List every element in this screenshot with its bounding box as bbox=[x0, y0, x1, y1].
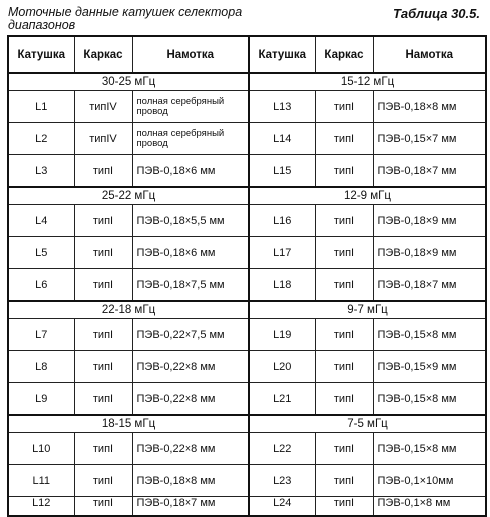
coil-cell: L24 bbox=[249, 497, 315, 517]
table-row bbox=[8, 383, 486, 416]
frame-cell: типI bbox=[74, 351, 132, 383]
range-label-right: 12-9 мГц bbox=[249, 187, 486, 205]
winding-cell: ПЭВ-0,18×8 мм bbox=[132, 465, 249, 497]
winding-cell: ПЭВ-0,22×8 мм bbox=[132, 351, 249, 383]
frame-cell: типI bbox=[74, 319, 132, 351]
section-row bbox=[8, 73, 486, 91]
section-row bbox=[8, 187, 486, 205]
range-label-right: 9-7 мГц bbox=[249, 301, 486, 319]
coil-data-table bbox=[7, 35, 487, 517]
table-row bbox=[8, 155, 486, 188]
winding-cell: ПЭВ-0,18×8 мм bbox=[373, 91, 486, 123]
frame-cell: типI bbox=[315, 497, 373, 517]
winding-cell: ПЭВ-0,18×6 мм bbox=[132, 237, 249, 269]
frame-cell: типI bbox=[74, 237, 132, 269]
winding-cell: ПЭВ-0,18×9 мм bbox=[373, 237, 486, 269]
frame-cell: типI bbox=[315, 123, 373, 155]
coil-cell: L1 bbox=[8, 91, 74, 123]
frame-cell: типI bbox=[315, 269, 373, 302]
table-row bbox=[8, 319, 486, 351]
winding-cell: ПЭВ-0,18×7 мм bbox=[132, 497, 249, 517]
frame-cell: типI bbox=[315, 91, 373, 123]
frame-cell: типI bbox=[74, 205, 132, 237]
winding-cell: ПЭВ-0,15×9 мм bbox=[373, 351, 486, 383]
column-header: Намотка bbox=[373, 36, 486, 73]
table-row bbox=[8, 205, 486, 237]
winding-cell: ПЭВ-0,18×5,5 мм bbox=[132, 205, 249, 237]
range-label-right: 7-5 мГц bbox=[249, 415, 486, 433]
winding-cell: ПЭВ-0,18×7,5 мм bbox=[132, 269, 249, 302]
coil-cell: L18 bbox=[249, 269, 315, 302]
coil-cell: L5 bbox=[8, 237, 74, 269]
winding-cell: ПЭВ-0,15×8 мм bbox=[373, 319, 486, 351]
column-header: Катушка bbox=[249, 36, 315, 73]
range-label-left: 25-22 мГц bbox=[8, 187, 249, 205]
table-row bbox=[8, 433, 486, 465]
table-row bbox=[8, 237, 486, 269]
coil-cell: L12 bbox=[8, 497, 74, 517]
coil-cell: L15 bbox=[249, 155, 315, 188]
column-header: Катушка bbox=[8, 36, 74, 73]
section-row bbox=[8, 301, 486, 319]
coil-cell: L13 bbox=[249, 91, 315, 123]
frame-cell: типI bbox=[74, 269, 132, 302]
range-label-right: 15-12 мГц bbox=[249, 73, 486, 91]
winding-cell: ПЭВ-0,1×10мм bbox=[373, 465, 486, 497]
table-caption: Моточные данные катушек селектора диапазонов bbox=[8, 5, 243, 32]
winding-cell: ПЭВ-0,15×8 мм bbox=[373, 433, 486, 465]
table-row bbox=[8, 465, 486, 497]
coil-cell: L19 bbox=[249, 319, 315, 351]
table-header-row bbox=[8, 36, 486, 73]
table-row bbox=[8, 269, 486, 302]
coil-cell: L3 bbox=[8, 155, 74, 188]
frame-cell: типI bbox=[315, 205, 373, 237]
frame-cell: типI bbox=[74, 465, 132, 497]
frame-cell: типI bbox=[315, 237, 373, 269]
frame-cell: типI bbox=[74, 433, 132, 465]
column-header: Каркас bbox=[315, 36, 373, 73]
frame-cell: типI bbox=[74, 155, 132, 188]
table-number: Таблица 30.5. bbox=[392, 6, 480, 21]
frame-cell: типI bbox=[315, 351, 373, 383]
column-header: Каркас bbox=[74, 36, 132, 73]
coil-cell: L4 bbox=[8, 205, 74, 237]
range-label-left: 22-18 мГц bbox=[8, 301, 249, 319]
section-row bbox=[8, 415, 486, 433]
frame-cell: типI bbox=[74, 383, 132, 416]
coil-cell: L17 bbox=[249, 237, 315, 269]
winding-cell: ПЭВ-0,22×8 мм bbox=[132, 433, 249, 465]
frame-cell: типIV bbox=[74, 123, 132, 155]
coil-cell: L7 bbox=[8, 319, 74, 351]
coil-cell: L8 bbox=[8, 351, 74, 383]
winding-cell: ПЭВ-0,22×7,5 мм bbox=[132, 319, 249, 351]
winding-cell: ПЭВ-0,18×6 мм bbox=[132, 155, 249, 188]
winding-cell: ПЭВ-0,15×7 мм bbox=[373, 123, 486, 155]
column-header: Намотка bbox=[132, 36, 249, 73]
coil-cell: L23 bbox=[249, 465, 315, 497]
range-label-left: 18-15 мГц bbox=[8, 415, 249, 433]
coil-cell: L10 bbox=[8, 433, 74, 465]
winding-cell: полная серебряный провод bbox=[132, 91, 249, 123]
coil-cell: L21 bbox=[249, 383, 315, 416]
coil-cell: L2 bbox=[8, 123, 74, 155]
table-row bbox=[8, 497, 486, 517]
frame-cell: типI bbox=[315, 383, 373, 416]
frame-cell: типI bbox=[74, 497, 132, 517]
frame-cell: типI bbox=[315, 319, 373, 351]
coil-cell: L14 bbox=[249, 123, 315, 155]
winding-cell: ПЭВ-0,18×9 мм bbox=[373, 205, 486, 237]
winding-cell: ПЭВ-0,18×7 мм bbox=[373, 269, 486, 302]
table-row bbox=[8, 91, 486, 123]
coil-cell: L20 bbox=[249, 351, 315, 383]
coil-cell: L9 bbox=[8, 383, 74, 416]
winding-cell: ПЭВ-0,18×7 мм bbox=[373, 155, 486, 188]
frame-cell: типI bbox=[315, 465, 373, 497]
coil-cell: L22 bbox=[249, 433, 315, 465]
coil-cell: L11 bbox=[8, 465, 74, 497]
table-row bbox=[8, 123, 486, 155]
range-label-left: 30-25 мГц bbox=[8, 73, 249, 91]
winding-cell: ПЭВ-0,15×8 мм bbox=[373, 383, 486, 416]
frame-cell: типIV bbox=[74, 91, 132, 123]
coil-cell: L16 bbox=[249, 205, 315, 237]
frame-cell: типI bbox=[315, 155, 373, 188]
coil-cell: L6 bbox=[8, 269, 74, 302]
frame-cell: типI bbox=[315, 433, 373, 465]
winding-cell: полная серебряный провод bbox=[132, 123, 249, 155]
winding-cell: ПЭВ-0,1×8 мм bbox=[373, 497, 486, 517]
table-row bbox=[8, 351, 486, 383]
winding-cell: ПЭВ-0,22×8 мм bbox=[132, 383, 249, 416]
